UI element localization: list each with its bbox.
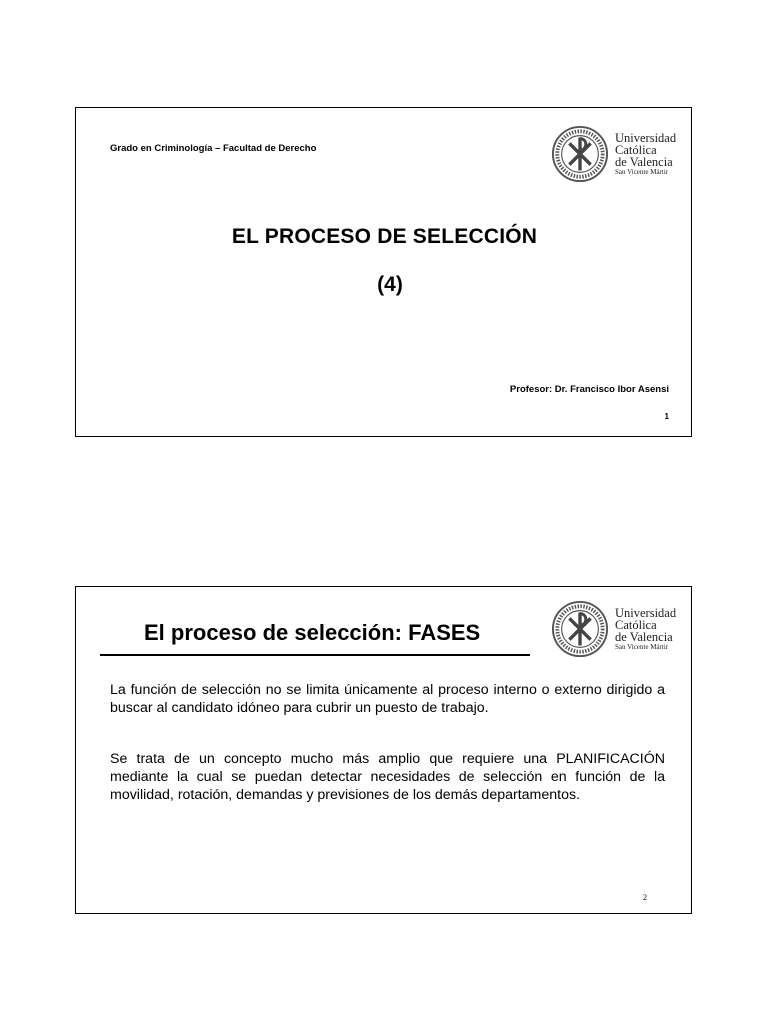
- slide-title: EL PROCESO DE SELECCIÓN: [231, 225, 538, 248]
- slide-subtitle: (4): [377, 273, 403, 296]
- logo-line-1: Universidad: [615, 130, 677, 145]
- university-seal-icon: [551, 125, 609, 183]
- body-paragraph-2: Se trata de un concepto mucho más amplio que requiere una PLANIFICACIÓN mediante la cual se puedan detectar necesidades de selección en función de la movilidad, rotación, demandas y previsiones de los demás departamentos.: [110, 751, 665, 803]
- logo-line-4: San Vicente Mártir: [615, 642, 669, 651]
- professor-label: Profesor: Dr. Francisco Ibor Asensi: [509, 384, 669, 395]
- logo-line-2: Católica: [615, 142, 657, 157]
- logo-line-2: Católica: [615, 617, 657, 632]
- logo-line-1: Universidad: [615, 605, 677, 620]
- university-logo: [551, 125, 676, 183]
- body-paragraph-1: La función de selección no se limita únicamente al proceso interno o externo dirigido a buscar al candidato idóneo para cubrir un puesto de trabajo.: [110, 682, 665, 716]
- slide-title: El proceso de selección: FASES: [144, 620, 481, 645]
- faculty-label: Grado en Criminología – Facultad de Derecho: [110, 143, 317, 154]
- title-underline: [100, 654, 530, 656]
- logo-line-3: de Valencia: [615, 629, 673, 644]
- university-seal-icon: [551, 600, 609, 658]
- university-logo: [551, 600, 676, 658]
- page-number: 2: [643, 893, 647, 902]
- slide-1: [75, 107, 692, 437]
- logo-line-3: de Valencia: [615, 154, 673, 169]
- slide-2: [75, 586, 692, 914]
- page-number: 1: [664, 412, 669, 421]
- logo-line-4: San Vicente Mártir: [615, 167, 669, 176]
